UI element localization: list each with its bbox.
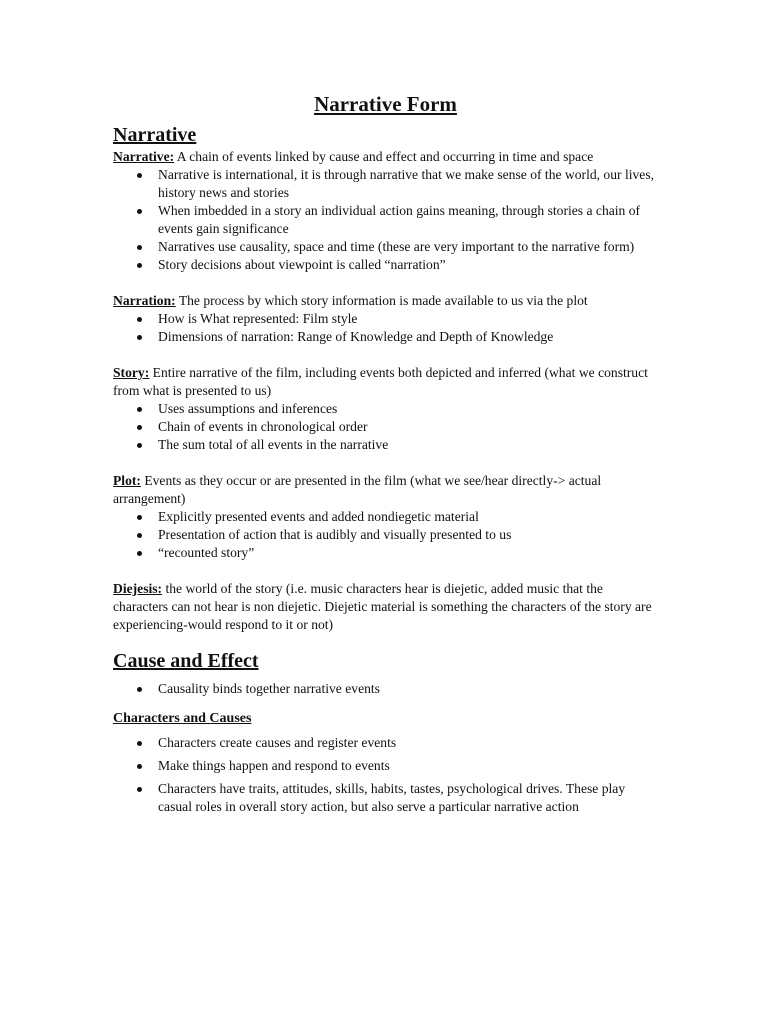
list-item: Characters create causes and register events: [113, 734, 658, 752]
definition-paragraph: [113, 580, 658, 634]
list-item: Uses assumptions and inferences: [113, 400, 658, 418]
bullet-list: [113, 508, 658, 562]
list-item: Narratives use causality, space and time (these are very important to the narrative form): [113, 238, 658, 256]
characters-heading: Characters and Causes: [113, 711, 252, 726]
list-item: “recounted story”: [113, 544, 658, 562]
definition-text: the world of the story (i.e. music characters hear is diejetic, added music that the characters can not hear is non diejetic. Diejetic material is something the characters of the story are experiencing-would respond to it or not): [113, 581, 652, 632]
section-diejesis: [113, 580, 658, 634]
document-content: [113, 90, 658, 821]
list-item: Characters have traits, attitudes, skills, habits, tastes, psychological drives. These play casual roles in overall story action, but also serve a particular narrative action: [113, 780, 658, 816]
definition-text: Events as they occur or are presented in the film (what we see/hear directly-> actual arrangement): [113, 473, 602, 506]
list-item: Chain of events in chronological order: [113, 418, 658, 436]
bullet-list: [113, 400, 658, 454]
list-item: Narrative is international, it is through narrative that we make sense of the world, our lives, history news and stories: [113, 166, 658, 202]
term-label: Diejesis:: [113, 581, 163, 596]
term-label: Narration:: [113, 293, 176, 308]
list-item: Causality binds together narrative events: [113, 680, 658, 698]
section-narration: [113, 292, 658, 346]
definition-paragraph: [113, 292, 658, 310]
section-story: [113, 364, 658, 454]
list-item: When imbedded in a story an individual action gains meaning, through stories a chain of events gain significance: [113, 202, 658, 238]
list-item: How is What represented: Film style: [113, 310, 658, 328]
section-narrative: [113, 148, 658, 274]
term-label: Plot:: [113, 473, 141, 488]
list-item: Dimensions of narration: Range of Knowledge and Depth of Knowledge: [113, 328, 658, 346]
term-label: Narrative:: [113, 149, 175, 164]
bullet-list: [113, 310, 658, 346]
term-label: Story:: [113, 365, 150, 380]
section-plot: [113, 472, 658, 562]
definition-text: Entire narrative of the film, including events both depicted and inferred (what we construct from what is presented to us): [113, 365, 648, 398]
narrative-heading: Narrative: [113, 124, 197, 146]
page-title: Narrative Form: [314, 92, 457, 116]
bullet-list: [113, 680, 658, 698]
definition-paragraph: [113, 364, 658, 400]
definition-text: A chain of events linked by cause and effect and occurring in time and space: [174, 149, 594, 164]
list-item: Make things happen and respond to events: [113, 757, 658, 775]
cause-effect-heading: Cause and Effect: [113, 650, 259, 672]
list-item: Presentation of action that is audibly and visually presented to us: [113, 526, 658, 544]
list-item: The sum total of all events in the narrative: [113, 436, 658, 454]
bullet-list: [113, 734, 658, 816]
list-item: Story decisions about viewpoint is called “narration”: [113, 256, 658, 274]
bullet-list: [113, 166, 658, 274]
list-item: Explicitly presented events and added nondiegetic material: [113, 508, 658, 526]
definition-text: The process by which story information is made available to us via the plot: [175, 293, 588, 308]
definition-paragraph: [113, 148, 658, 166]
definition-paragraph: [113, 472, 658, 508]
